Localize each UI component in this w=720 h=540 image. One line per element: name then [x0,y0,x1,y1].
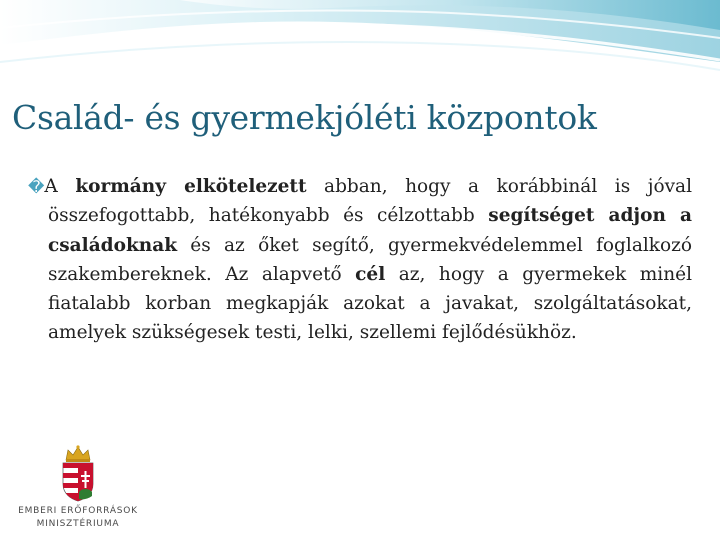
body-text-run: az, hogy a gyermekek minél fiatalabb korban megkapják azokat a javakat, szolgáltatásokat, amelyek szükségesek testi, lelki, szellemi fejlődésükhöz. [48,263,692,344]
wave-graphic [0,0,720,80]
body-paragraph [28,172,692,348]
emphasized-text: segítséget adjon a családoknak [48,205,692,256]
ministry-logo [14,444,142,534]
body-text-run: abban, hogy a korábbinál is jóval összefogottabb, hatékonyabb és célzottabb [48,176,692,227]
emphasized-text: cél [355,263,386,285]
hungarian-coat-of-arms-icon [58,444,98,502]
decorative-wave-banner [0,0,720,80]
ministry-name-line2: MINISZTÉRIUMA [36,519,120,529]
ministry-name-line1: EMBERI ERŐFORRÁSOK [18,506,138,516]
body-text-run: A [44,176,76,197]
emphasized-text: kormány elkötelezett [75,176,307,197]
slide-title: Család- és gyermekjóléti központok [12,98,597,137]
body-text-run: és az őket segítő, gyermekvédelemmel foglalkozó szakembereknek. Az alapvető [48,234,692,285]
bullet-marker: � [28,177,45,196]
